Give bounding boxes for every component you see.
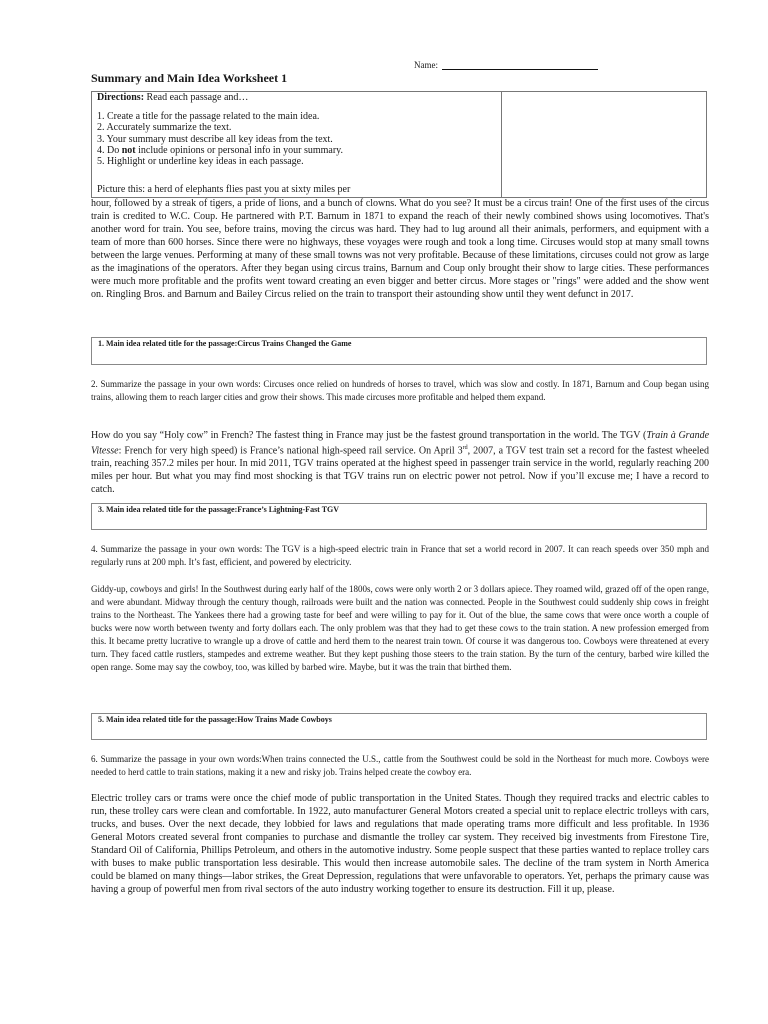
q5-title-box[interactable] [91, 713, 707, 740]
q3-title-box[interactable] [91, 503, 707, 530]
passage1-first-line: Picture this: a herd of elephants flies past you at sixty miles per [97, 184, 351, 195]
direction-item: 1. Create a title for the passage related to the main idea. [97, 111, 320, 123]
directions-text [97, 92, 497, 167]
passage2-italic-term: Train à Grande Vitesse [91, 430, 710, 457]
q3-label: 3. Main idea related title for the passage: [98, 505, 238, 514]
q3-answer[interactable]: France’s Lightning-Fast TGV [237, 505, 340, 514]
direction-item [97, 145, 497, 156]
directions-list [97, 111, 497, 167]
q2-summary[interactable]: 2. Summarize the passage in your own words: Circuses once relied on hundreds of horses to travel, which was slow and costly. In 1871, Barnum and Coup began using trains, allowing them to reach larger cities and grow their shows. This made circuses more profitable and helped them expand. [91, 379, 709, 402]
passage2-superscript: rd [462, 445, 468, 451]
directions-intro: Read each passage and… [146, 92, 249, 103]
directions-heading [97, 92, 497, 103]
q6-summary[interactable]: 6. Summarize the passage in your own words:When trains connected the U.S., cattle from the Southwest could be sold in the Northeast for much more. Cowboys were needed to herd cattle to train stations, making it a new and risky job. Trains helped create the cowboy era. [91, 754, 709, 777]
name-label: Name: [414, 60, 438, 70]
worksheet-title: Summary and Main Idea Worksheet 1 [91, 71, 288, 85]
passage2-body [91, 429, 709, 496]
name-field[interactable] [414, 60, 598, 70]
direction-item: 5. Highlight or underline key ideas in each passage. [97, 156, 304, 168]
passage2-text-a: How do you say “Holy cow” in French? The fastest thing in France may just be the fastest ground transportation in the world. The TGV ( [91, 430, 647, 441]
direction-item-rest: include opinions or personal info in your summary. [138, 144, 344, 156]
passage3-body: Giddy-up, cowboys and girls! In the Southwest during early half of the 1800s, cows were only worth 2 or 3 dollars apiece. They roamed wild, grazed off of the open range, and were abundant. Midway through the century though, railroads were built and the nation was connected. People in the Southwest could suddenly ship cows in freight trains to the Northeast. The Yankees there had a growing taste for beef and were willing to pay for it. Out of the blue, the same cows that were once worth a couple of bucks were now worth between twenty and forty dollars each. The only problem was that they had to get these cows to the train station. A new profession emerged from this. It became pretty lucrative to wrangle up a drove of cattle and herd them to the nearest train town. Of course it was dangerous too. Cowboys were threatened at every turn. They faced cattle rustlers, stampedes and extreme weather. But they kept pushing those steers to the train station. By the turn of the century, barbed wire killed the open range. Some may say the cowboy, too, was killed by barbed wire. Maybe, but it was the train that birthed them. [91, 584, 709, 672]
directions-label: Directions: [97, 92, 145, 103]
directions-box-divider [501, 92, 502, 197]
passage1-body: hour, followed by a streak of tigers, a pride of lions, and a bunch of clowns. What do you see? It must be a circus train! One of the first uses of the circus train is credited to W.C. Coup. He partnered with P.T. Barnum in 1871 to expand the reach of their newly combined shows using locomotives. That's another word for train. You see, before trains, moving the circus was hard. They had to lug around all their animals, performers, and equipment with a team of more than 600 horses. Since there were no highways, these voyages were rough and took a long time. Circuses would stop at many small towns between the large venues. Performing at many of these small towns was not very profitable. Because of these limitations, circuses could not grow as large as the imaginations of the operators. After they began using circus trains, Barnum and Coup only brought their show to large cities. These performances were much more profitable and the profits went toward creating an even bigger and better circus. More stages or "rings" were added and the show went on. Ringling Bros. and Barnum and Bailey Circus relied on the train to transport their astounding show until they went defunct in 2017. [91, 198, 709, 300]
direction-item-prefix: 4. Do [97, 144, 120, 156]
passage2-text-b: : French for very high speed) is France’s national high-speed rail service. On April 3 [118, 445, 463, 457]
q1-title-box[interactable] [91, 337, 707, 365]
direction-item: 2. Accurately summarize the text. [97, 122, 232, 134]
name-blank-line[interactable] [442, 60, 598, 70]
q5-label: 5. Main idea related title for the passage: [98, 715, 238, 724]
direction-item: 3. Your summary must describe all key ideas from the text. [97, 133, 333, 145]
q1-label: 1. Main idea related title for the passage: [98, 339, 238, 348]
q4-summary[interactable]: 4. Summarize the passage in your own words: The TGV is a high-speed electric train in France that set a world record in 2007. It can reach speeds over 350 mph and regularly runs at 200 mph. It’s fast, efficient, and powered by electricity. [91, 544, 709, 567]
passage2-text-c: , 2007, a TGV test train set a record for the fastest wheeled train, reaching 357.2 miles per hour. In mid 2011, TGV trains operated at the highest speed in passenger train service in the world, regularly reaching 200 miles per hour. But what you may find most shocking is that TGV trains run on electric power not petrol. Now if you’ll excuse me; I have a record to catch. [91, 445, 709, 496]
direction-item-emphasis: not [121, 144, 136, 156]
q5-answer[interactable]: How Trains Made Cowboys [237, 715, 332, 724]
q1-answer[interactable]: Circus Trains Changed the Game [237, 339, 352, 348]
passage4-body: Electric trolley cars or trams were once the chief mode of public transportation in the United States. Though they required tracks and electric cables to run, these trolley cars were clean and comfortable. In 1922, auto manufacturer General Motors created a special unit to replace electric trolleys with cars, trucks, and buses. Over the next decade, they lobbied for laws and regulations that made operating trams more difficult and less profitable. In 1936 General Motors created several front companies to purchase and dismantle the trolley car system. They received big investments from Firestone Tire, Standard Oil of California, Phillips Petroleum, and others in the automotive industry. Some people suspect that these parties wanted to replace trolley cars with buses to make public transportation less desirable. This would then increase automobile sales. The decline of the tram system in North America could be blamed on many things—labor strikes, the Great Depression, regulations that were unfavorable to operators. Yet, perhaps the primary cause was having a group of powerful men from rival sectors of the auto industry working together to ensure its destruction. Fill it up, please. [91, 793, 709, 895]
